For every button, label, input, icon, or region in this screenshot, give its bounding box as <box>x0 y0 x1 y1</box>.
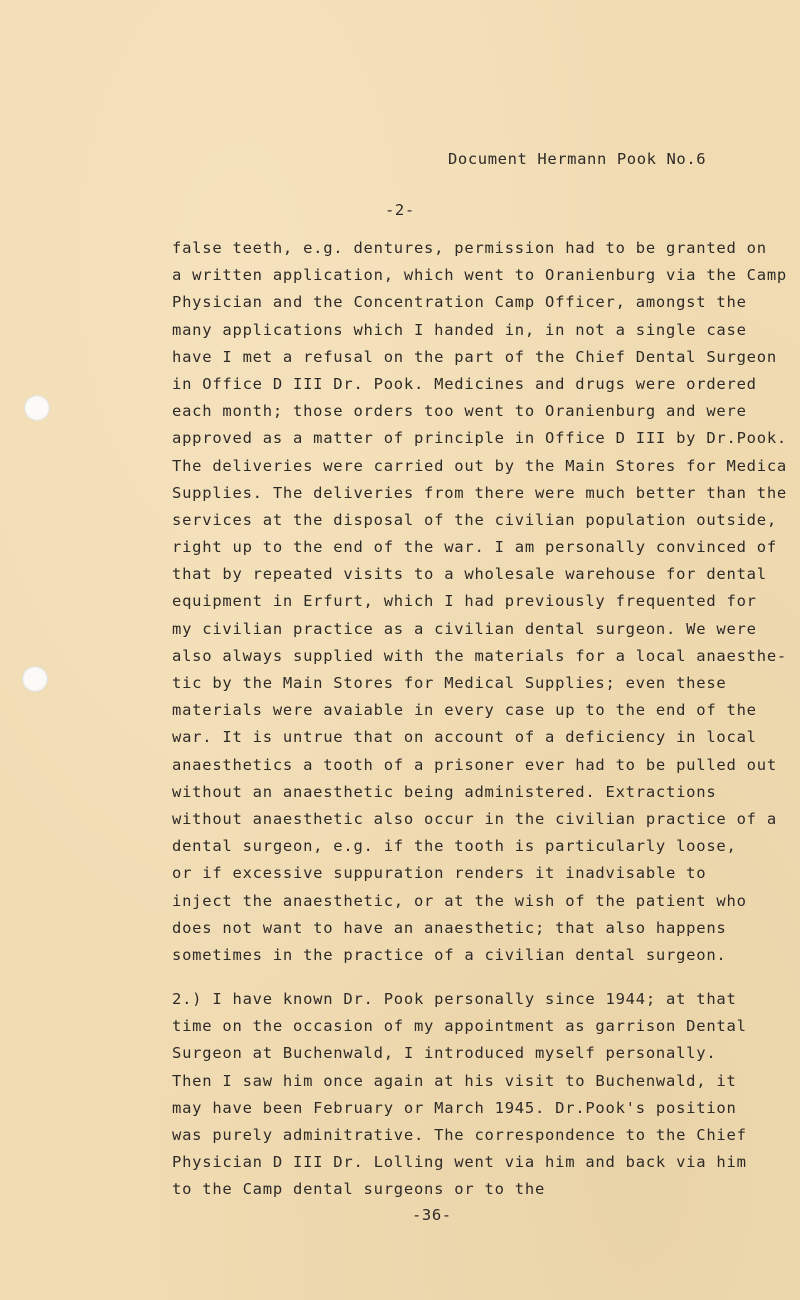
text-line: to the Camp dental surgeons or to the <box>172 1180 546 1199</box>
text-line: Physician and the Concentration Camp Officer, amongst the <box>172 293 747 312</box>
text-line: that by repeated visits to a wholesale warehouse for dental <box>172 565 767 584</box>
text-line: have I met a refusal on the part of the Chief Dental Surgeon <box>172 347 777 366</box>
text-line: does not want to have an anaesthetic; that also happens <box>172 918 727 937</box>
text-line: dental surgeon, e.g. if the tooth is particularly loose, <box>172 837 737 856</box>
text-line: or if excessive suppuration renders it inadvisable to <box>172 864 707 883</box>
text-line: many applications which I handed in, in not a single case <box>172 320 747 339</box>
page-marker: -2- <box>385 201 415 219</box>
text-line: each month; those orders too went to Oranienburg and were <box>172 402 747 421</box>
document-reference: Document Hermann Pook No.6 <box>448 150 707 168</box>
text-line: false teeth, e.g. dentures, permission had to be granted on <box>172 239 767 257</box>
text-line: without anaesthetic also occur in the civilian practice of a <box>172 809 777 828</box>
text-line: 2.) I have known Dr. Pook personally since 1944; at that <box>172 990 737 1009</box>
text-line: Surgeon at Buchenwald, I introduced myself personally. <box>172 1044 717 1063</box>
text-line: right up to the end of the war. I am personally convinced of <box>172 538 777 557</box>
paragraph-2 <box>172 986 792 1204</box>
text-line: equipment in Erfurt, which I had previously frequented for <box>172 592 757 611</box>
page-number: -36- <box>412 1206 452 1224</box>
text-line: war. It is untrue that on account of a deficiency in local <box>172 728 757 747</box>
text-line: tic by the Main Stores for Medical Supplies; even these <box>172 674 727 692</box>
text-line: sometimes in the practice of a civilian dental surgeon. <box>172 945 727 964</box>
text-line: without an anaesthetic being administered. Extractions <box>172 782 717 801</box>
text-line: also always supplied with the materials for a local anaesthe- <box>172 646 787 665</box>
punch-hole <box>22 666 48 692</box>
text-line: Then I saw him once again at his visit to Buchenwald, it <box>172 1071 737 1090</box>
text-line: a written application, which went to Oranienburg via the Camp <box>172 266 787 285</box>
text-line: anaesthetics a tooth of a prisoner ever had to be pulled out <box>172 755 777 774</box>
text-line: was purely adminitrative. The correspondence to the Chief <box>172 1126 747 1144</box>
text-line: in Office D III Dr. Pook. Medicines and drugs were ordered <box>172 374 757 393</box>
text-line: Supplies. The deliveries from there were much better than the <box>172 483 787 502</box>
text-line: inject the anaesthetic, or at the wish of the patient who <box>172 891 747 910</box>
text-line: materials were avaiable in every case up to the end of the <box>172 701 757 720</box>
text-line: services at the disposal of the civilian population outside, <box>172 510 777 529</box>
text-line: time on the occasion of my appointment as garrison Dental <box>172 1017 747 1036</box>
paragraph-gap <box>172 969 792 986</box>
text-line: approved as a matter of principle in Office D III by Dr.Pook. <box>172 429 787 448</box>
document-body <box>172 235 792 1204</box>
paragraph-1 <box>172 235 792 969</box>
text-line: may have been February or March 1945. Dr.Pook's position <box>172 1098 737 1117</box>
text-line: The deliveries were carried out by the Main Stores for Medica <box>172 456 787 475</box>
punch-hole <box>24 395 50 421</box>
text-line: Physician D III Dr. Lolling went via him and back via him <box>172 1153 747 1172</box>
text-line: my civilian practice as a civilian dental surgeon. We were <box>172 619 757 638</box>
